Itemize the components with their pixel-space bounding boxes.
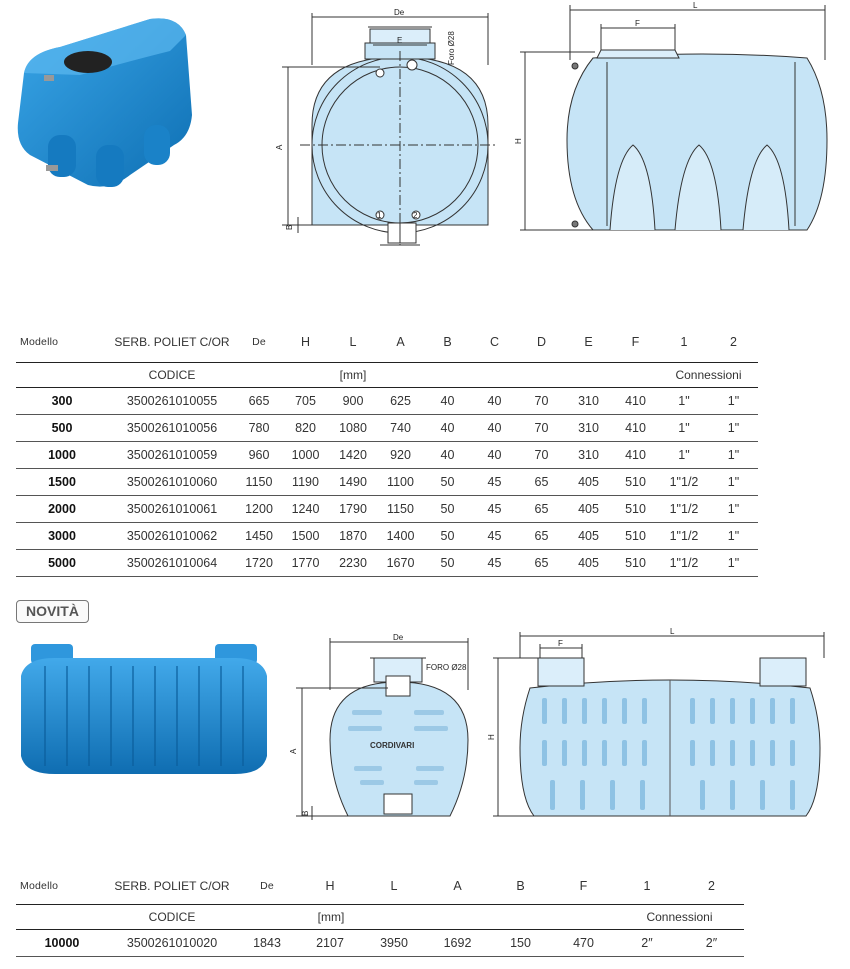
cell-f: 510 [612, 549, 659, 576]
cell-a: 920 [377, 441, 424, 468]
cell-de: 1450 [236, 522, 282, 549]
header-col: 2 [708, 878, 715, 893]
cell-l: 1870 [329, 522, 377, 549]
label-A: A [289, 748, 298, 754]
header-col: 1 [680, 334, 688, 349]
cell-c1: 1" [659, 387, 709, 414]
cell-h: 1190 [282, 468, 329, 495]
cell-b: 40 [424, 414, 471, 441]
header-col: L [390, 878, 398, 893]
cell-f: 410 [612, 387, 659, 414]
cell-b: 50 [424, 495, 471, 522]
cell-h: 820 [282, 414, 329, 441]
cell-c2: 1" [709, 549, 758, 576]
tank-3d-render-bottom [15, 636, 270, 781]
label-A: A [275, 144, 284, 150]
cell-modello: 300 [16, 387, 108, 414]
cell-c1: 2″ [615, 929, 679, 956]
cell-l: 900 [329, 387, 377, 414]
cell-modello: 500 [16, 414, 108, 441]
label-foro: Foro Ø28 [447, 31, 456, 65]
cell-c: 40 [471, 387, 518, 414]
cell-modello: 2000 [16, 495, 108, 522]
cell-c: 40 [471, 414, 518, 441]
cell-a: 740 [377, 414, 424, 441]
cell-a: 1150 [377, 495, 424, 522]
table-row [16, 549, 758, 576]
cell-c1: 1" [659, 441, 709, 468]
cell-c2: 1" [709, 387, 758, 414]
cell-c: 45 [471, 495, 518, 522]
spec-table-2 [16, 868, 744, 957]
cell-d: 65 [518, 495, 565, 522]
label-B: B [285, 224, 294, 230]
header-col: F [631, 334, 640, 349]
header-connessioni: Connessioni [659, 362, 758, 387]
label-F: F [558, 639, 563, 648]
header-col: A [453, 878, 462, 893]
cell-c2: 1" [709, 495, 758, 522]
cell-codice: 3500261010020 [108, 929, 236, 956]
side-drawing-top [515, 0, 835, 245]
cell-b: 40 [424, 441, 471, 468]
cell-c2: 1" [709, 468, 758, 495]
cell-d: 70 [518, 441, 565, 468]
cell-codice: 3500261010060 [108, 468, 236, 495]
cell-d: 70 [518, 387, 565, 414]
spec-table-1 [16, 322, 758, 577]
header-serb: SERB. POLIET C/OR [114, 878, 230, 893]
cell-e: 405 [565, 468, 612, 495]
header-col: 2 [730, 334, 737, 349]
cell-c2: 2″ [679, 929, 744, 956]
cell-h: 1770 [282, 549, 329, 576]
cell-c1: 1"1/2 [659, 549, 709, 576]
cell-e: 310 [565, 387, 612, 414]
cell-b: 40 [424, 387, 471, 414]
cell-de: 1200 [236, 495, 282, 522]
cell-h: 1240 [282, 495, 329, 522]
brand-logo: CORDIVARI [370, 741, 415, 750]
cell-c2: 1" [709, 414, 758, 441]
cell-f: 510 [612, 468, 659, 495]
header-connessioni: Connessioni [615, 904, 744, 929]
label-F: F [635, 19, 640, 28]
cell-b: 50 [424, 522, 471, 549]
table-row [16, 468, 758, 495]
cell-l: 1490 [329, 468, 377, 495]
header-col: A [396, 334, 405, 349]
header-col: De [260, 879, 274, 892]
header-col: C [489, 334, 500, 349]
cell-codice: 3500261010056 [108, 414, 236, 441]
header-units: [mm] [236, 904, 426, 929]
cell-modello: 1500 [16, 468, 108, 495]
cell-codice: 3500261010064 [108, 549, 236, 576]
cell-d: 65 [518, 468, 565, 495]
cell-a: 1692 [426, 929, 489, 956]
cell-codice: 3500261010055 [108, 387, 236, 414]
front-drawing-top [270, 5, 500, 255]
cell-c1: 1"1/2 [659, 495, 709, 522]
cell-d: 65 [518, 549, 565, 576]
header-col: De [252, 335, 266, 348]
cell-l: 1080 [329, 414, 377, 441]
cell-c: 40 [471, 441, 518, 468]
cell-a: 1400 [377, 522, 424, 549]
cell-b: 50 [424, 549, 471, 576]
cell-codice: 3500261010061 [108, 495, 236, 522]
table-row [16, 522, 758, 549]
label-L: L [693, 1, 698, 10]
table-row [16, 495, 758, 522]
cell-de: 665 [236, 387, 282, 414]
cell-e: 405 [565, 522, 612, 549]
cell-modello: 10000 [16, 929, 108, 956]
cell-b: 150 [489, 929, 552, 956]
cell-codice: 3500261010059 [108, 441, 236, 468]
cell-c1: 1" [659, 414, 709, 441]
label-connector-1: 1 [377, 211, 382, 220]
header-codice: CODICE [108, 362, 236, 387]
cell-modello: 1000 [16, 441, 108, 468]
cell-c: 45 [471, 468, 518, 495]
cell-h: 1500 [282, 522, 329, 549]
header-col: 1 [643, 878, 651, 893]
cell-de: 1843 [236, 929, 298, 956]
header-col: E [584, 334, 593, 349]
header-serb: SERB. POLIET C/OR [114, 334, 230, 349]
cell-f: 410 [612, 441, 659, 468]
header-col: B [443, 334, 452, 349]
label-foro: FORO Ø28 [426, 663, 467, 672]
cell-c2: 1" [709, 522, 758, 549]
cell-c: 45 [471, 522, 518, 549]
tank-3d-render-top [10, 5, 200, 195]
cell-b: 50 [424, 468, 471, 495]
cell-d: 70 [518, 414, 565, 441]
header-col: H [300, 334, 311, 349]
cell-a: 625 [377, 387, 424, 414]
cell-l: 1790 [329, 495, 377, 522]
cell-a: 1670 [377, 549, 424, 576]
label-E: E [397, 36, 403, 45]
cell-de: 1150 [236, 468, 282, 495]
table-row [16, 441, 758, 468]
novita-badge: NOVITÀ [16, 600, 89, 623]
cell-f: 510 [612, 522, 659, 549]
label-H: H [514, 138, 523, 144]
label-H: H [487, 734, 496, 740]
cell-l: 3950 [362, 929, 426, 956]
cell-codice: 3500261010062 [108, 522, 236, 549]
cell-c1: 1"1/2 [659, 468, 709, 495]
cell-e: 310 [565, 414, 612, 441]
header-codice: CODICE [108, 904, 236, 929]
header-col: B [516, 878, 525, 893]
cell-c1: 1"1/2 [659, 522, 709, 549]
table-row [16, 414, 758, 441]
label-L: L [670, 627, 675, 636]
label-De: De [394, 8, 405, 17]
cell-a: 1100 [377, 468, 424, 495]
cell-l: 2230 [329, 549, 377, 576]
header-col: L [349, 334, 357, 349]
label-De: De [393, 633, 404, 642]
cell-de: 1720 [236, 549, 282, 576]
cell-e: 405 [565, 549, 612, 576]
cell-modello: 3000 [16, 522, 108, 549]
header-col: D [536, 334, 547, 349]
side-drawing-bottom [487, 627, 830, 823]
table-row [16, 387, 758, 414]
cell-de: 780 [236, 414, 282, 441]
table-row [16, 929, 744, 956]
cell-c: 45 [471, 549, 518, 576]
front-drawing-bottom [290, 630, 490, 825]
header-col: H [325, 878, 335, 893]
cell-e: 310 [565, 441, 612, 468]
header-col: F [579, 878, 588, 893]
cell-h: 1000 [282, 441, 329, 468]
label-connector-2: 2 [413, 211, 418, 220]
header-units: [mm] [329, 362, 377, 387]
cell-f: 470 [552, 929, 615, 956]
cell-d: 65 [518, 522, 565, 549]
cell-h: 705 [282, 387, 329, 414]
cell-modello: 5000 [16, 549, 108, 576]
cell-c2: 1" [709, 441, 758, 468]
label-B: B [301, 810, 310, 816]
cell-de: 960 [236, 441, 282, 468]
header-modello: Modello [20, 879, 59, 892]
cell-f: 510 [612, 495, 659, 522]
cell-f: 410 [612, 414, 659, 441]
header-modello: Modello [20, 335, 59, 348]
cell-h: 2107 [298, 929, 362, 956]
cell-l: 1420 [329, 441, 377, 468]
cell-e: 405 [565, 495, 612, 522]
